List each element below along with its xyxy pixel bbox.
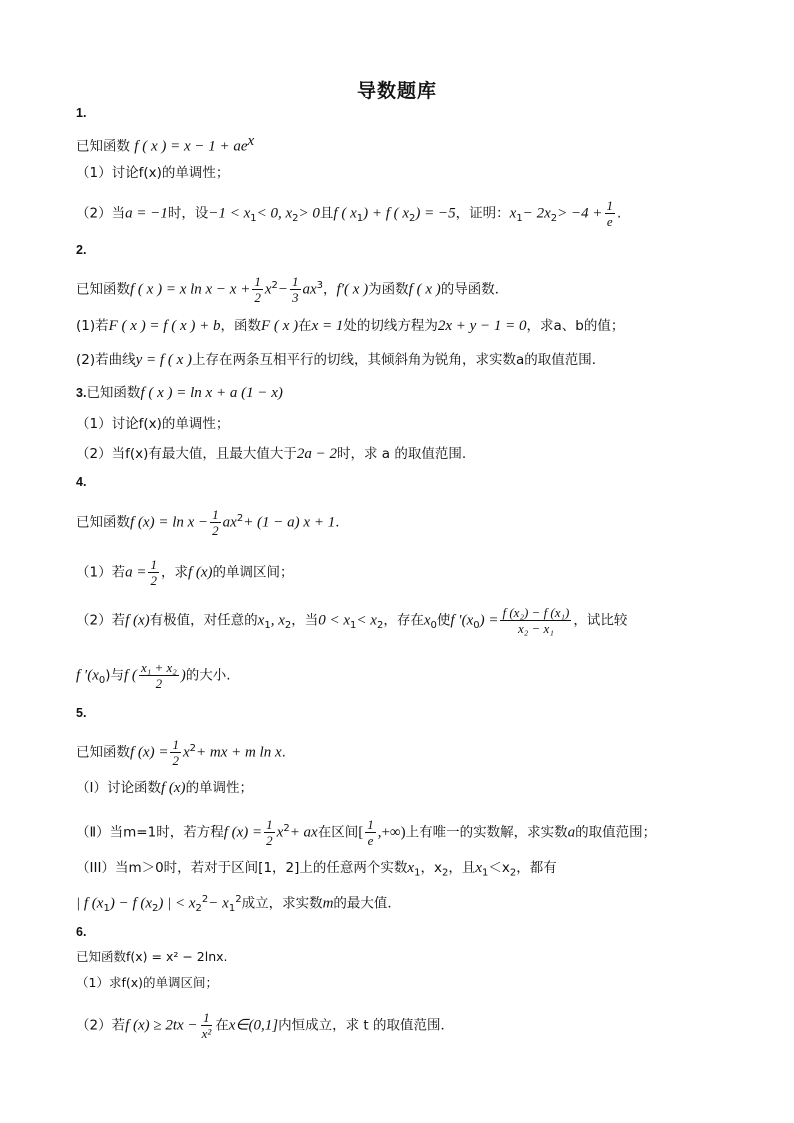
- question-3-part-1: （1）讨论f(x)的单调性；: [76, 416, 230, 432]
- question-5-part-3: （III）当m＞0时，若对于区间[1，2]上的任意两个实数$x_1$，$x_2$，且$x_1<x_2$，都有: [76, 860, 557, 879]
- question-3-stem: 3.已知函数f ( x ) = ln x + a (1 − x): [76, 385, 283, 401]
- question-2-part-2: (2)若曲线y = f ( x )上存在两条互相平行的切线，其倾斜角为锐角，求实数a的取值范围．: [76, 352, 606, 368]
- question-5-part-1: （I）讨论函数f (x)的单调性；: [76, 780, 254, 796]
- question-6-part-1: （1）求f(x)的单调区间；: [76, 975, 219, 990]
- question-2-part-1: (1)若F ( x ) = f ( x ) + b，函数F ( x )在x = 1处的切线方程为2x + y − 1 = 0，求a、b的值；: [76, 318, 625, 334]
- question-5-stem: 已知函数f (x) = $\frac{1}{2}$ $x^2+$ mx + m ln x.: [76, 737, 286, 768]
- question-4-part-2: （2）若f (x)有极值，对任意的$x_1$, $x_2$，当$0 < x_1< x_2$，存在$x_0$使f $'(x_0)$ = $\frac{\text{f (x₂) − f (x₁)}}{\text{x₂ − x₁}}$ ，试比较: [76, 605, 628, 636]
- question-4-part-2-continued: f $'(x_0)$与f ( $\frac{\text{x₁ + x₂}}{2}$ )的大小.: [76, 660, 231, 691]
- question-6-stem: 已知函数f(x) = x² − 2lnx.: [76, 949, 228, 964]
- question-6-part-2: （2）若f (x) ≥ 2tx − $\frac{1}{\text{x²}}$ 在x∈(0,1]内恒成立，求 t 的取值范围．: [76, 1010, 454, 1041]
- fraction: $\frac{1}{2}$: [254, 274, 261, 305]
- question-3-part-2: （2）当f(x)有最大值，且最大值大于2a − 2时，求 a 的取值范围.: [76, 446, 467, 462]
- fraction: $\frac{1}{2}$: [266, 817, 273, 848]
- question-2-number: 2.: [76, 243, 87, 257]
- fraction: $\frac{\text{f (x₂) − f (x₁)}}{\text{x₂ − x₁}}$: [502, 605, 570, 636]
- fraction: $\frac{1}{\text{x²}}$: [201, 1010, 212, 1041]
- question-4-number: 4.: [76, 475, 87, 489]
- fraction: $\frac{1}{2}$: [172, 737, 179, 768]
- question-4-stem: 已知函数f (x) = ln x − $\frac{1}{2}$ $ax^2+ (1 - a) x + 1$．: [76, 507, 349, 538]
- question-2-stem: 已知函数f ( x ) = x ln x − x + $\frac{1}{2}$ $x^2-$ $\frac{1}{3}$ $ax^3$，f′( x )为函数f ( x )的导函数．: [76, 274, 509, 305]
- question-5-part-2: （Ⅱ）当m=1时，若方程f (x) = $\frac{1}{2}$ $x^2+$ ax在区间[ $\frac{1}{e}$ ,+∞)上有唯一的实数解，求实数a的取值范围；: [76, 817, 657, 848]
- question-1-part-1: （1）讨论f(x)的单调性；: [76, 165, 230, 181]
- fraction: $\frac{\text{x₁ + x₂}}{2}$: [140, 660, 177, 691]
- fraction: $\frac{1}{2}$: [150, 557, 157, 588]
- fraction: $\frac{1}{e}$: [367, 817, 374, 848]
- question-6-number: 6.: [76, 925, 87, 939]
- question-1-part-2: （2）当a = −1时，设$-1 < x_1< 0$, $x_2> 0$且f ( $x_1) + f$ ( $x_2) = -5$，证明：$x_1- 2x_2> -4$ + $\frac{1}{e}$ .: [76, 198, 622, 229]
- question-4-part-1: （1）若a = $\frac{1}{2}$ ，求f (x)的单调区间；: [76, 557, 294, 588]
- question-5-number: 5.: [76, 706, 87, 720]
- fraction: $\frac{1}{3}$: [292, 274, 299, 305]
- page-title: 导数题库: [356, 80, 437, 102]
- fraction: $\frac{1}{2}$: [212, 507, 219, 538]
- fraction: $\frac{1}{e}$: [606, 198, 613, 229]
- question-1-number: 1.: [76, 106, 87, 120]
- question-5-part-3-continued: | f $(x_1) - f$ $(x_2)$ | < $x_2^2- x_1^2$成立，求实数m的最大值．: [76, 894, 401, 915]
- question-1-stem: 已知函数 f ( x ) = $x - 1 + ae^x$: [76, 133, 255, 155]
